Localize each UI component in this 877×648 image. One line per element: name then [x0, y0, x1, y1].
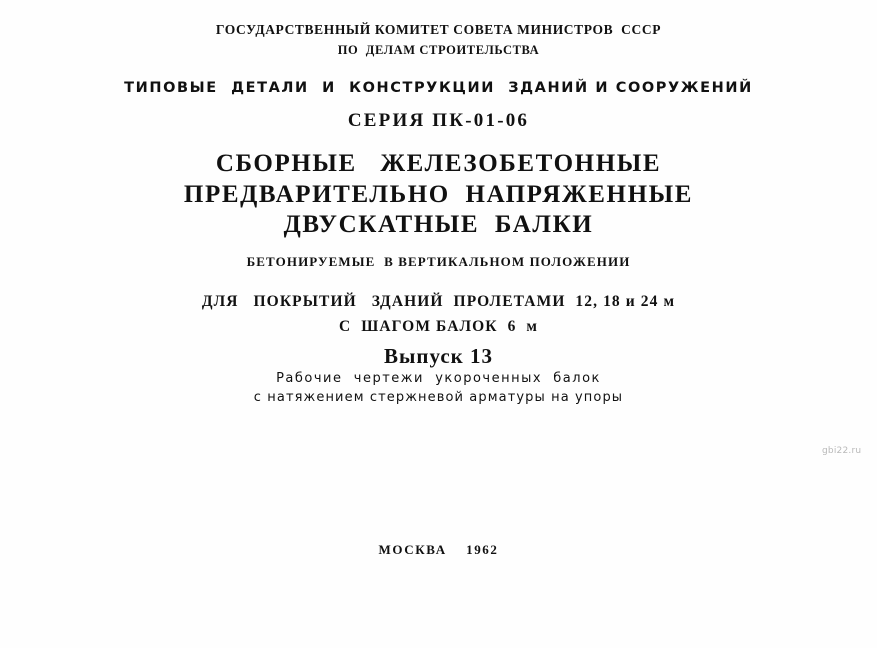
- subtitle: БЕТОНИРУЕМЫЕ В ВЕРТИКАЛЬНОМ ПОЛОЖЕНИИ: [246, 254, 631, 269]
- page-title-line-2: ПРЕДВАРИТЕЛЬНО НАПРЯЖЕННЫЕ: [183, 181, 694, 208]
- page-title-line-1: СБОРНЫЕ ЖЕЛЕЗОБЕТОННЫЕ: [215, 150, 662, 177]
- drawings-line-2: с натяжением стержневой арматуры на упоры: [253, 390, 624, 405]
- watermark: gbi22.ru: [822, 446, 862, 456]
- purpose-line-2: С ШАГОМ БАЛОК 6 м: [338, 318, 539, 335]
- series-label: ТИПОВЫЕ ДЕТАЛИ И КОНСТРУКЦИИ ЗДАНИЙ И СООРУЖЕНИЙ: [124, 80, 753, 96]
- page-title-line-3: ДВУСКАТНЫЕ БАЛКИ: [283, 211, 594, 238]
- issue-number: Выпуск 13: [383, 344, 494, 368]
- ministry-line-1: ГОСУДАРСТВЕННЫЙ КОМИТЕТ СОВЕТА МИНИСТРОВ СССР: [215, 22, 662, 37]
- ministry-line-2: ПО ДЕЛАМ СТРОИТЕЛЬСТВА: [337, 43, 540, 57]
- imprint-city-year: МОСКВА 1962: [378, 542, 499, 557]
- drawings-line-1: Рабочие чертежи укороченных балок: [276, 371, 601, 386]
- series-code: СЕРИЯ ПК-01-06: [347, 110, 530, 131]
- purpose-line-1: ДЛЯ ПОКРЫТИЙ ЗДАНИЙ ПРОЛЕТАМИ 12, 18 и 24 м: [201, 293, 676, 310]
